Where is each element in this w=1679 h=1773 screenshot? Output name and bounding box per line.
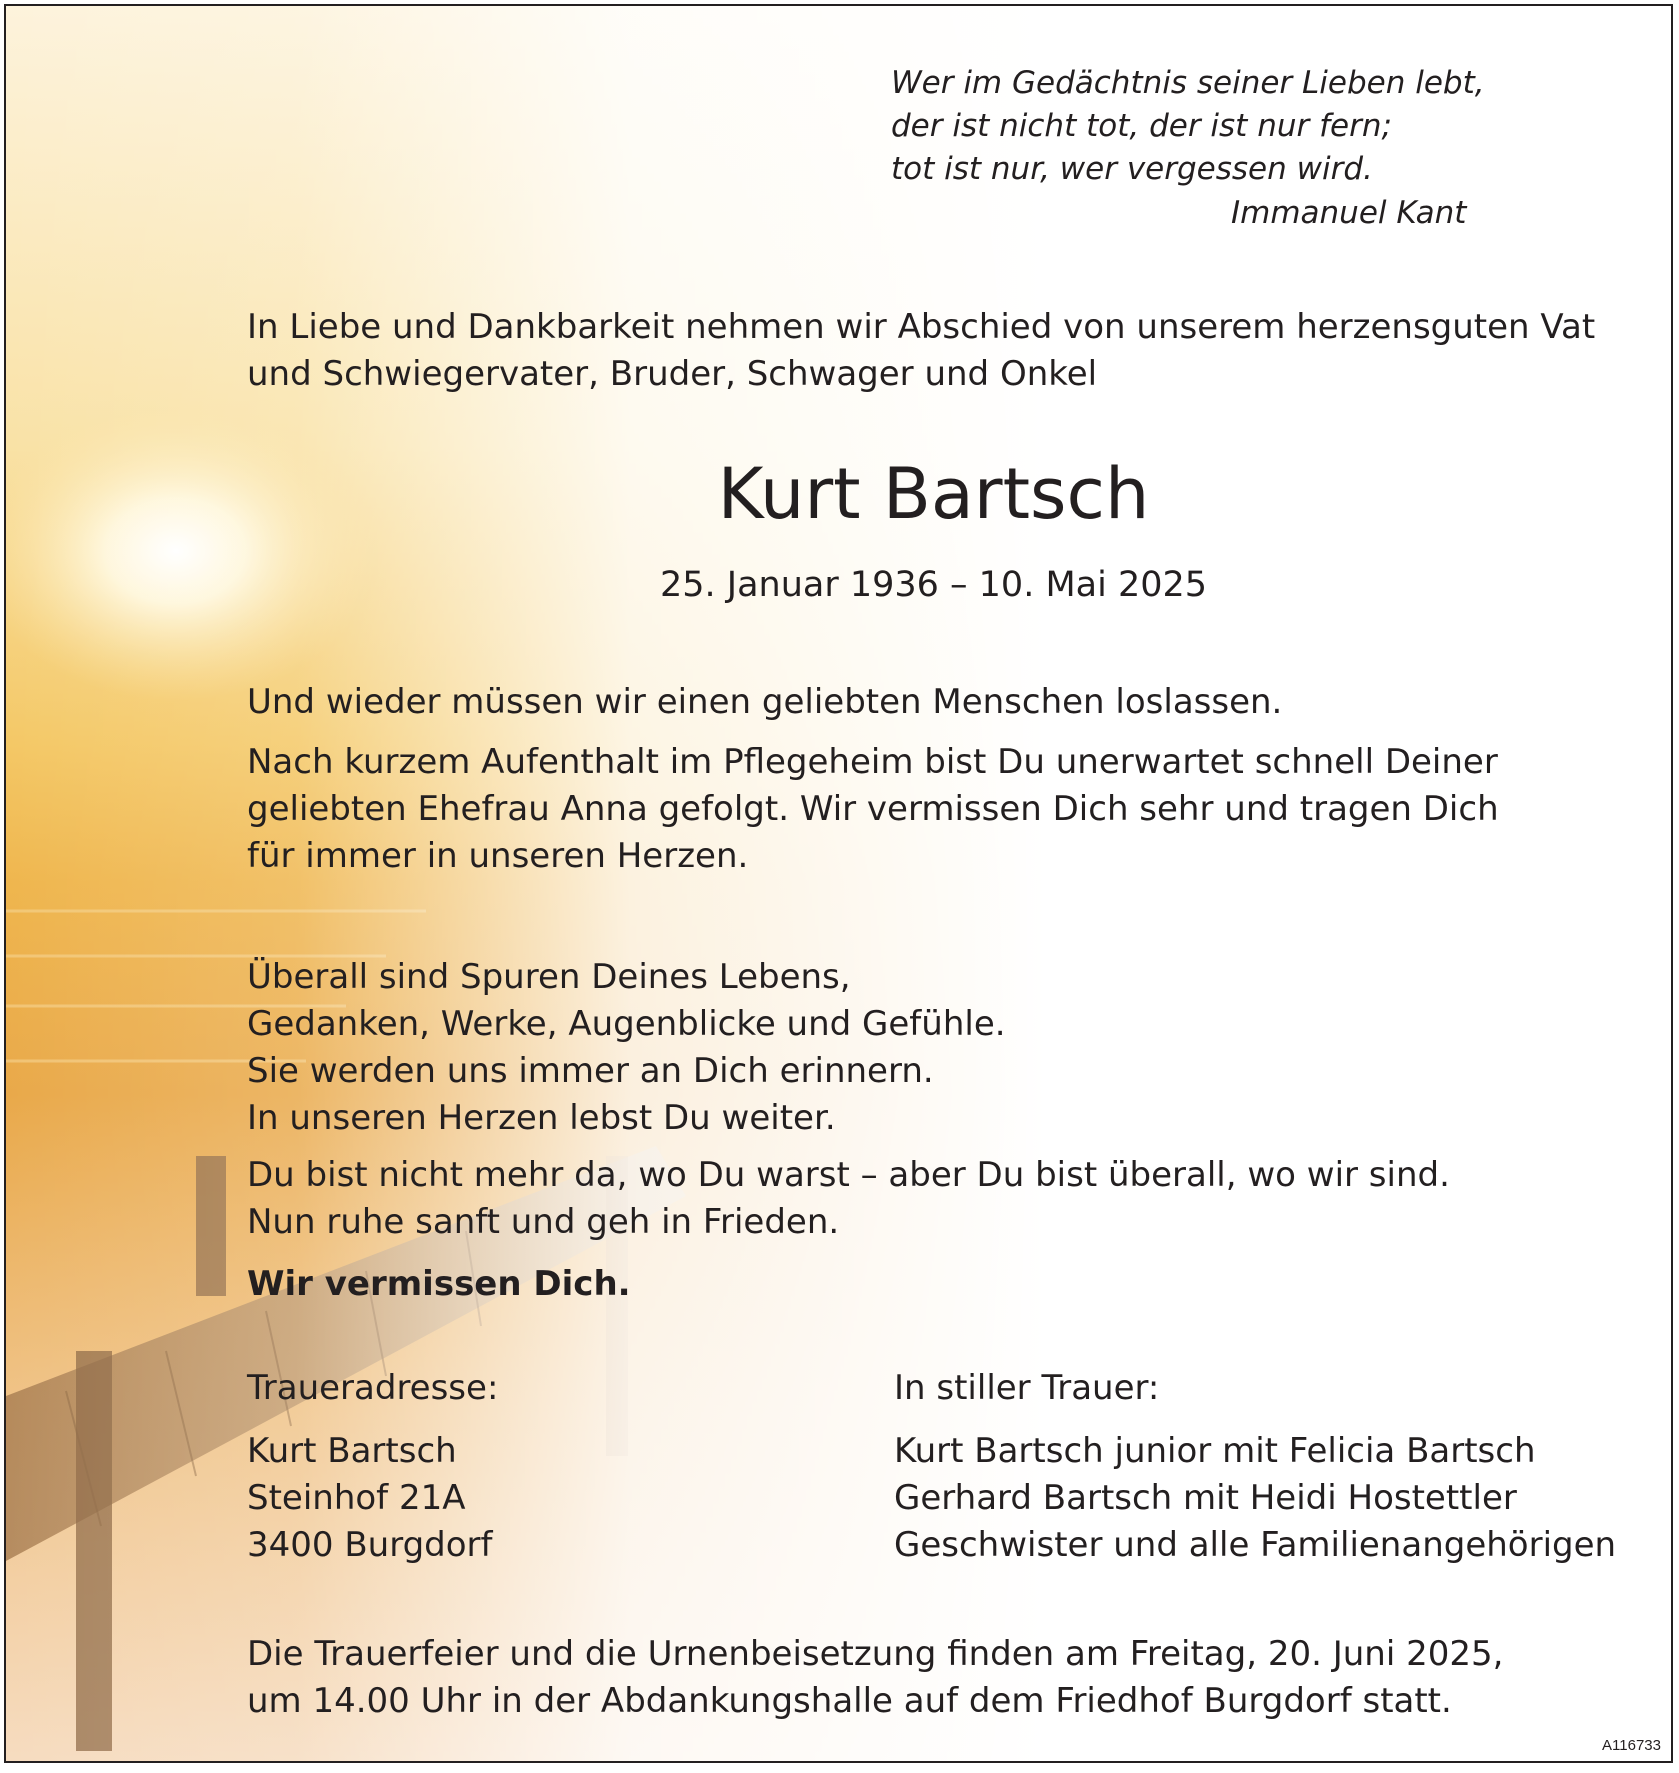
quote-author: Immanuel Kant [1231, 195, 1467, 231]
mourning-address-label: Traueradresse: [247, 1368, 499, 1408]
epigraph-quote [891, 62, 1485, 191]
paragraph-line: Sie werden uns immer an Dich erinnern. [247, 1051, 934, 1091]
life-dates: 25. Januar 1936 – 10. Mai 2025 [659, 565, 1208, 605]
we-miss-you-text: Wir vermissen Dich. [247, 1264, 631, 1304]
service-line: um 14.00 Uhr in der Abdankungshalle auf dem Friedhof Burgdorf statt. [247, 1681, 1452, 1721]
paragraph-line: Überall sind Spuren Deines Lebens, [247, 957, 851, 997]
paragraph-traces [247, 954, 1006, 1142]
paragraph-line: für immer in unseren Herzen. [247, 836, 749, 876]
paragraph-line: In unseren Herzen lebst Du weiter. [247, 1098, 836, 1138]
quote-line: Wer im Gedächtnis seiner Lieben lebt, [891, 65, 1485, 101]
paragraph-line: Nun ruhe sanft und geh in Frieden. [247, 1202, 840, 1242]
paragraph-line: Du bist nicht mehr da, wo Du warst – aber Du bist überall, wo wir sind. [247, 1155, 1450, 1195]
address-line: Kurt Bartsch [247, 1431, 457, 1471]
mourners-label: In stiller Trauer: [894, 1368, 1160, 1408]
quote-line: tot ist nur, wer vergessen wird. [891, 151, 1373, 187]
quote-line: der ist nicht tot, der ist nur fern; [891, 108, 1392, 144]
address-line: 3400 Burgdorf [247, 1525, 493, 1565]
service-line: Die Trauerfeier und die Urnenbeisetzung finden am Freitag, 20. Juni 2025, [247, 1634, 1504, 1674]
intro-line: und Schwiegervater, Bruder, Schwager und Onkel [247, 354, 1098, 394]
paragraph-nursing-home [247, 739, 1499, 880]
funeral-service-info [247, 1631, 1503, 1725]
reference-number: A116733 [1602, 1737, 1661, 1754]
obituary-notice [4, 4, 1673, 1763]
paragraph-line: Nach kurzem Aufenthalt im Pflegeheim bist Du unerwartet schnell Deiner [247, 742, 1498, 782]
address-line: Steinhof 21A [247, 1478, 466, 1518]
mourning-address [247, 1428, 493, 1569]
intro-text [247, 304, 1595, 398]
mourner-line: Kurt Bartsch junior mit Felicia Bartsch [894, 1431, 1536, 1471]
mourner-line: Geschwister und alle Familienangehörigen [894, 1525, 1617, 1565]
paragraph-letting-go: Und wieder müssen wir einen geliebten Menschen loslassen. [247, 682, 1283, 722]
paragraph-line: geliebten Ehefrau Anna gefolgt. Wir vermissen Dich sehr und tragen Dich [247, 789, 1499, 829]
sunset-pier-background-image [6, 6, 1046, 1761]
mourner-line: Gerhard Bartsch mit Heidi Hostettler [894, 1478, 1517, 1518]
paragraph-line: Gedanken, Werke, Augenblicke und Gefühle. [247, 1004, 1006, 1044]
intro-line: In Liebe und Dankbarkeit nehmen wir Abschied von unserem herzensguten Vat [247, 307, 1596, 347]
deceased-name: Kurt Bartsch [717, 453, 1150, 535]
mourners-list [894, 1428, 1616, 1569]
paragraph-rest-in-peace [247, 1152, 1450, 1246]
